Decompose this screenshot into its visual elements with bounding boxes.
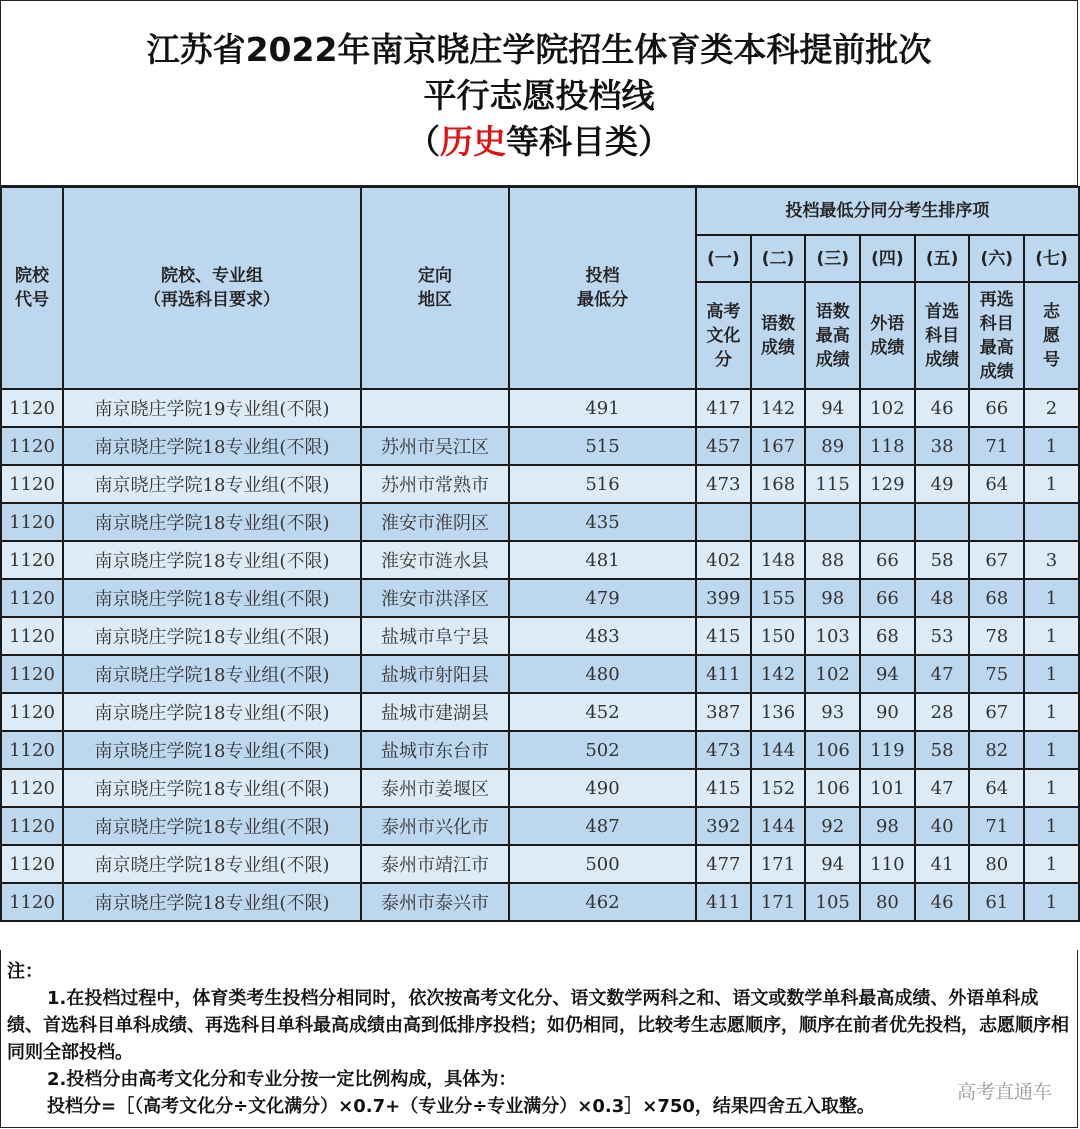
- cell-first-subject-score: 49: [915, 465, 970, 503]
- paren-open: （: [407, 122, 440, 161]
- cell-preference-no: 1: [1024, 845, 1079, 883]
- cell-min-score: 479: [509, 579, 696, 617]
- cell-foreign-lang-score: 80: [860, 883, 915, 921]
- cell-second-subject-max: 61: [969, 883, 1024, 921]
- note-3: 投档分=［（高考文化分÷文化满分）×0.7+（专业分÷专业满分）×0.3］×750，结果四舍五入取整。: [47, 1096, 875, 1117]
- title-line-1: 江苏省2022年南京晓庄学院招生体育类本科提前批次: [146, 30, 932, 69]
- cell-foreign-lang-score: 101: [860, 769, 915, 807]
- cell-preference-no: 1: [1024, 693, 1079, 731]
- table-row: [1, 503, 1079, 541]
- cell-preference-no: 1: [1024, 769, 1079, 807]
- cell-school-code: 1120: [1, 731, 63, 769]
- note-1: 1.在投档过程中，体育类考生投档分相同时，依次按高考文化分、语文数学两科之和、语文或数学单科最高成绩、外语单科成绩、首选科目单科成绩、再选科目单科最高成绩由高到低排序投档；如仍相同，比较考生志愿顺序，顺序在前者优先投档，志愿顺序相同则全部投档。: [7, 988, 1069, 1063]
- cell-first-subject-score: 41: [915, 845, 970, 883]
- header-sort-item: 语数 最高 成绩: [805, 282, 860, 389]
- cell-foreign-lang-score: 94: [860, 655, 915, 693]
- cell-foreign-lang-score: 102: [860, 389, 915, 427]
- header-code: 院校 代号: [1, 187, 63, 389]
- cell-region: 泰州市姜堰区: [361, 769, 509, 807]
- header-sort-number: (七): [1024, 235, 1079, 282]
- cell-region: 盐城市东台市: [361, 731, 509, 769]
- cell-culture-score: 392: [696, 807, 751, 845]
- title-line-3: [1, 119, 1077, 165]
- score-table: [0, 186, 1080, 922]
- cell-first-subject-score: 40: [915, 807, 970, 845]
- cell-chn-math-score: 144: [751, 807, 806, 845]
- cell-chn-math-score: 148: [751, 541, 806, 579]
- cell-school-code: 1120: [1, 427, 63, 465]
- cell-foreign-lang-score: [860, 503, 915, 541]
- cell-min-score: 480: [509, 655, 696, 693]
- header-group: 院校、专业组 （再选科目要求）: [63, 187, 361, 389]
- cell-foreign-lang-score: 98: [860, 807, 915, 845]
- cell-group-name: 南京晓庄学院18专业组(不限): [63, 541, 361, 579]
- cell-group-name: 南京晓庄学院18专业组(不限): [63, 617, 361, 655]
- cell-chn-math-score: 171: [751, 883, 806, 921]
- cell-chn-math-score: 136: [751, 693, 806, 731]
- cell-preference-no: 1: [1024, 883, 1079, 921]
- cell-culture-score: 399: [696, 579, 751, 617]
- cell-first-subject-score: 28: [915, 693, 970, 731]
- cell-min-score: 483: [509, 617, 696, 655]
- cell-second-subject-max: 71: [969, 807, 1024, 845]
- cell-chn-math-score: 167: [751, 427, 806, 465]
- header-sort-number: (五): [915, 235, 970, 282]
- cell-group-name: 南京晓庄学院18专业组(不限): [63, 769, 361, 807]
- cell-min-score: 500: [509, 845, 696, 883]
- cell-region: 盐城市建湖县: [361, 693, 509, 731]
- cell-chn-math-score: 144: [751, 731, 806, 769]
- table-row: [1, 807, 1079, 845]
- cell-group-name: 南京晓庄学院18专业组(不限): [63, 579, 361, 617]
- table-row: [1, 769, 1079, 807]
- cell-region: 泰州市兴化市: [361, 807, 509, 845]
- cell-first-subject-score: 47: [915, 769, 970, 807]
- cell-culture-score: 402: [696, 541, 751, 579]
- cell-region: 盐城市射阳县: [361, 655, 509, 693]
- cell-second-subject-max: 64: [969, 465, 1024, 503]
- cell-chn-math-max: 92: [805, 807, 860, 845]
- cell-chn-math-max: 106: [805, 731, 860, 769]
- cell-min-score: 481: [509, 541, 696, 579]
- cell-culture-score: 415: [696, 617, 751, 655]
- notes: [0, 950, 1078, 1128]
- cell-school-code: 1120: [1, 883, 63, 921]
- notes-label: 注：: [7, 961, 43, 982]
- header-sort-item: 外语 成绩: [860, 282, 915, 389]
- cell-chn-math-max: 89: [805, 427, 860, 465]
- cell-chn-math-score: [751, 503, 806, 541]
- cell-culture-score: 473: [696, 465, 751, 503]
- cell-second-subject-max: 67: [969, 541, 1024, 579]
- cell-preference-no: 1: [1024, 731, 1079, 769]
- header-sort-item: 语数 成绩: [751, 282, 806, 389]
- cell-school-code: 1120: [1, 807, 63, 845]
- cell-min-score: 516: [509, 465, 696, 503]
- cell-foreign-lang-score: 66: [860, 579, 915, 617]
- table-row: [1, 655, 1079, 693]
- cell-chn-math-max: 103: [805, 617, 860, 655]
- header-sort-number: (四): [860, 235, 915, 282]
- cell-first-subject-score: 48: [915, 579, 970, 617]
- cell-group-name: 南京晓庄学院19专业组(不限): [63, 389, 361, 427]
- cell-chn-math-max: 94: [805, 845, 860, 883]
- cell-chn-math-score: 142: [751, 389, 806, 427]
- header-sort-number: (六): [969, 235, 1024, 282]
- cell-school-code: 1120: [1, 541, 63, 579]
- watermark: 高考直通车: [956, 1081, 1052, 1103]
- cell-foreign-lang-score: 129: [860, 465, 915, 503]
- cell-min-score: 435: [509, 503, 696, 541]
- cell-first-subject-score: 46: [915, 389, 970, 427]
- cell-first-subject-score: 58: [915, 541, 970, 579]
- cell-group-name: 南京晓庄学院18专业组(不限): [63, 807, 361, 845]
- cell-culture-score: 457: [696, 427, 751, 465]
- cell-min-score: 452: [509, 693, 696, 731]
- header-region: 定向 地区: [361, 187, 509, 389]
- cell-region: 泰州市泰兴市: [361, 883, 509, 921]
- cell-school-code: 1120: [1, 655, 63, 693]
- cell-first-subject-score: 46: [915, 883, 970, 921]
- table-row: [1, 617, 1079, 655]
- cell-min-score: 490: [509, 769, 696, 807]
- cell-second-subject-max: 66: [969, 389, 1024, 427]
- cell-min-score: 515: [509, 427, 696, 465]
- cell-second-subject-max: 68: [969, 579, 1024, 617]
- cell-school-code: 1120: [1, 503, 63, 541]
- cell-first-subject-score: 58: [915, 731, 970, 769]
- cell-group-name: 南京晓庄学院18专业组(不限): [63, 883, 361, 921]
- document-title: [0, 0, 1078, 186]
- cell-foreign-lang-score: 119: [860, 731, 915, 769]
- table-row: [1, 731, 1079, 769]
- header-sort-item: 高考 文化 分: [696, 282, 751, 389]
- paren-close: ）: [638, 122, 671, 161]
- cell-region: 苏州市常熟市: [361, 465, 509, 503]
- table-row: [1, 579, 1079, 617]
- cell-chn-math-max: 102: [805, 655, 860, 693]
- cell-region: 淮安市洪泽区: [361, 579, 509, 617]
- cell-chn-math-max: 106: [805, 769, 860, 807]
- cell-second-subject-max: 71: [969, 427, 1024, 465]
- cell-culture-score: 477: [696, 845, 751, 883]
- cell-second-subject-max: 67: [969, 693, 1024, 731]
- cell-second-subject-max: 80: [969, 845, 1024, 883]
- title-line-2: 平行志愿投档线: [423, 76, 655, 115]
- cell-preference-no: 1: [1024, 465, 1079, 503]
- header-sort-number: (二): [751, 235, 806, 282]
- subject-rest: 等科目类: [506, 122, 638, 161]
- cell-second-subject-max: 82: [969, 731, 1024, 769]
- cell-preference-no: 1: [1024, 579, 1079, 617]
- header-sort-number: (一): [696, 235, 751, 282]
- cell-second-subject-max: 78: [969, 617, 1024, 655]
- cell-preference-no: 3: [1024, 541, 1079, 579]
- cell-chn-math-score: 152: [751, 769, 806, 807]
- header-min-score: 投档 最低分: [509, 187, 696, 389]
- cell-foreign-lang-score: 90: [860, 693, 915, 731]
- table-row: [1, 389, 1079, 427]
- cell-region: 盐城市阜宁县: [361, 617, 509, 655]
- cell-second-subject-max: [969, 503, 1024, 541]
- table-row: [1, 693, 1079, 731]
- cell-chn-math-max: [805, 503, 860, 541]
- cell-group-name: 南京晓庄学院18专业组(不限): [63, 693, 361, 731]
- cell-first-subject-score: [915, 503, 970, 541]
- cell-culture-score: 411: [696, 655, 751, 693]
- cell-region: 苏州市吴江区: [361, 427, 509, 465]
- cell-culture-score: 417: [696, 389, 751, 427]
- cell-region: [361, 389, 509, 427]
- cell-chn-math-score: 142: [751, 655, 806, 693]
- cell-preference-no: 1: [1024, 655, 1079, 693]
- table-row: [1, 541, 1079, 579]
- note-2: 2.投档分由高考文化分和专业分按一定比例构成，具体为：: [47, 1069, 517, 1090]
- cell-min-score: 491: [509, 389, 696, 427]
- cell-preference-no: 2: [1024, 389, 1079, 427]
- cell-first-subject-score: 47: [915, 655, 970, 693]
- cell-preference-no: 1: [1024, 427, 1079, 465]
- cell-group-name: 南京晓庄学院18专业组(不限): [63, 655, 361, 693]
- cell-foreign-lang-score: 66: [860, 541, 915, 579]
- cell-group-name: 南京晓庄学院18专业组(不限): [63, 465, 361, 503]
- cell-first-subject-score: 53: [915, 617, 970, 655]
- cell-group-name: 南京晓庄学院18专业组(不限): [63, 731, 361, 769]
- cell-foreign-lang-score: 118: [860, 427, 915, 465]
- cell-chn-math-score: 171: [751, 845, 806, 883]
- cell-second-subject-max: 75: [969, 655, 1024, 693]
- table-row: [1, 427, 1079, 465]
- cell-min-score: 487: [509, 807, 696, 845]
- cell-min-score: 462: [509, 883, 696, 921]
- cell-group-name: 南京晓庄学院18专业组(不限): [63, 503, 361, 541]
- header-sort-item: 首选 科目 成绩: [915, 282, 970, 389]
- cell-preference-no: [1024, 503, 1079, 541]
- cell-second-subject-max: 64: [969, 769, 1024, 807]
- cell-chn-math-max: 94: [805, 389, 860, 427]
- cell-culture-score: 411: [696, 883, 751, 921]
- cell-culture-score: 415: [696, 769, 751, 807]
- header-sort-number: (三): [805, 235, 860, 282]
- cell-preference-no: 1: [1024, 807, 1079, 845]
- header-sort-items: 投档最低分同分考生排序项: [696, 187, 1079, 235]
- cell-region: 淮安市涟水县: [361, 541, 509, 579]
- header-sort-item: 志 愿 号: [1024, 282, 1079, 389]
- cell-school-code: 1120: [1, 389, 63, 427]
- cell-first-subject-score: 38: [915, 427, 970, 465]
- cell-region: 淮安市淮阴区: [361, 503, 509, 541]
- cell-group-name: 南京晓庄学院18专业组(不限): [63, 427, 361, 465]
- table-row: [1, 465, 1079, 503]
- cell-culture-score: [696, 503, 751, 541]
- cell-foreign-lang-score: 110: [860, 845, 915, 883]
- cell-region: 泰州市靖江市: [361, 845, 509, 883]
- cell-chn-math-max: 98: [805, 579, 860, 617]
- subject-highlight: 历史: [440, 122, 506, 161]
- cell-chn-math-score: 168: [751, 465, 806, 503]
- cell-school-code: 1120: [1, 693, 63, 731]
- cell-school-code: 1120: [1, 845, 63, 883]
- cell-group-name: 南京晓庄学院18专业组(不限): [63, 845, 361, 883]
- cell-chn-math-score: 150: [751, 617, 806, 655]
- cell-school-code: 1120: [1, 617, 63, 655]
- table-row: [1, 845, 1079, 883]
- cell-foreign-lang-score: 68: [860, 617, 915, 655]
- cell-chn-math-max: 115: [805, 465, 860, 503]
- header-sort-item: 再选 科目 最高 成绩: [969, 282, 1024, 389]
- cell-school-code: 1120: [1, 465, 63, 503]
- cell-school-code: 1120: [1, 769, 63, 807]
- cell-min-score: 502: [509, 731, 696, 769]
- table-row: [1, 883, 1079, 921]
- cell-preference-no: 1: [1024, 617, 1079, 655]
- cell-school-code: 1120: [1, 579, 63, 617]
- cell-chn-math-max: 88: [805, 541, 860, 579]
- cell-chn-math-score: 155: [751, 579, 806, 617]
- cell-chn-math-max: 93: [805, 693, 860, 731]
- cell-chn-math-max: 105: [805, 883, 860, 921]
- cell-culture-score: 473: [696, 731, 751, 769]
- cell-culture-score: 387: [696, 693, 751, 731]
